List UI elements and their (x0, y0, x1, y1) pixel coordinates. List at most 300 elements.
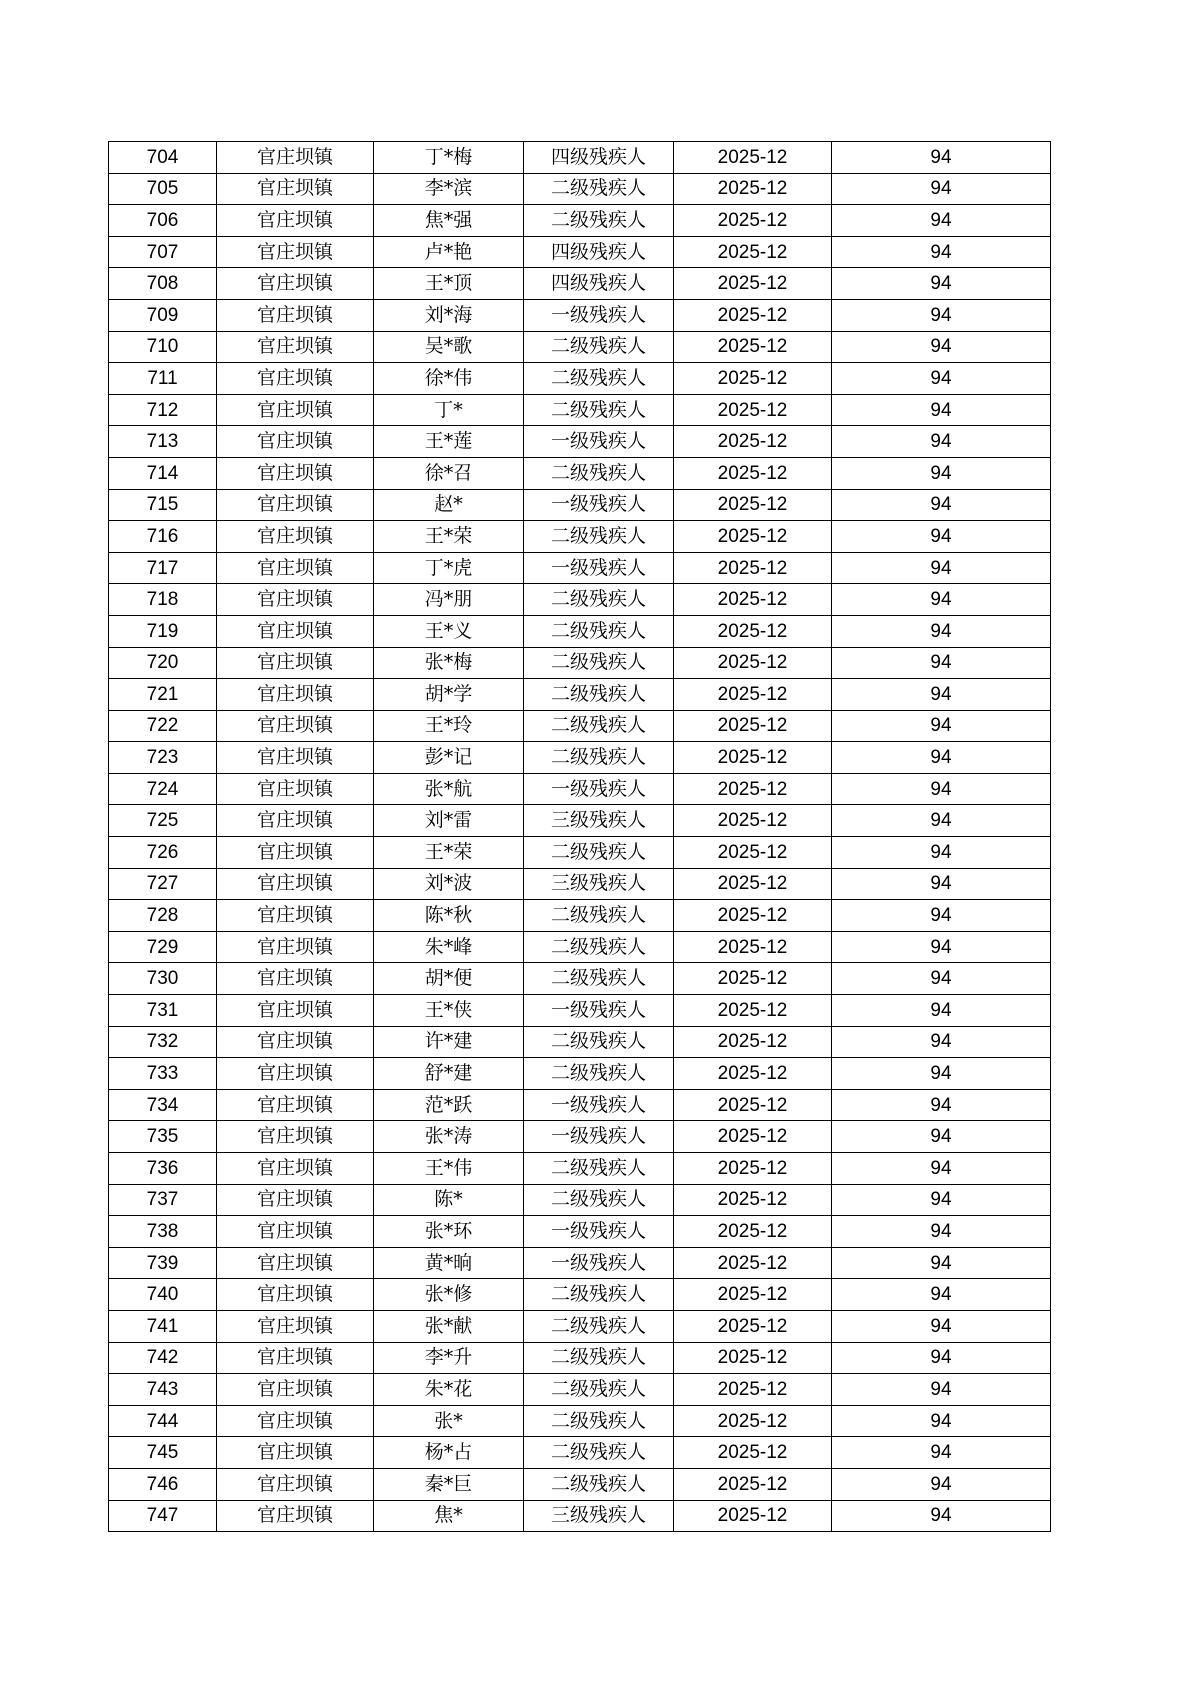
table-row (109, 1468, 1051, 1500)
table-row (109, 868, 1051, 900)
town-cell: 官庄坝镇 (217, 1247, 374, 1279)
amount-cell: 94 (832, 489, 1051, 521)
period-cell: 2025-12 (674, 900, 832, 932)
town-cell: 官庄坝镇 (217, 995, 374, 1027)
disability-level-cell: 二级残疾人 (524, 963, 674, 995)
period-cell: 2025-12 (674, 489, 832, 521)
row-number-cell: 733 (109, 1058, 217, 1090)
name-cell: 王*玲 (374, 710, 524, 742)
town-cell: 官庄坝镇 (217, 900, 374, 932)
town-cell: 官庄坝镇 (217, 1342, 374, 1374)
table-row (109, 615, 1051, 647)
disability-level-cell: 二级残疾人 (524, 457, 674, 489)
table-row (109, 205, 1051, 237)
disability-level-cell: 二级残疾人 (524, 363, 674, 395)
period-cell: 2025-12 (674, 457, 832, 489)
period-cell: 2025-12 (674, 1500, 832, 1532)
disability-level-cell: 二级残疾人 (524, 173, 674, 205)
table-row (109, 299, 1051, 331)
amount-cell: 94 (832, 1437, 1051, 1469)
disability-level-cell: 一级残疾人 (524, 773, 674, 805)
disability-level-cell: 二级残疾人 (524, 394, 674, 426)
amount-cell: 94 (832, 1374, 1051, 1406)
town-cell: 官庄坝镇 (217, 1058, 374, 1090)
table-row (109, 773, 1051, 805)
town-cell: 官庄坝镇 (217, 205, 374, 237)
row-number-cell: 736 (109, 1153, 217, 1185)
amount-cell: 94 (832, 521, 1051, 553)
period-cell: 2025-12 (674, 837, 832, 869)
row-number-cell: 709 (109, 299, 217, 331)
row-number-cell: 712 (109, 394, 217, 426)
amount-cell: 94 (832, 1468, 1051, 1500)
row-number-cell: 724 (109, 773, 217, 805)
town-cell: 官庄坝镇 (217, 457, 374, 489)
amount-cell: 94 (832, 173, 1051, 205)
amount-cell: 94 (832, 331, 1051, 363)
amount-cell: 94 (832, 647, 1051, 679)
row-number-cell: 726 (109, 837, 217, 869)
row-number-cell: 729 (109, 931, 217, 963)
disability-level-cell: 一级残疾人 (524, 1089, 674, 1121)
row-number-cell: 746 (109, 1468, 217, 1500)
name-cell: 黄*晌 (374, 1247, 524, 1279)
subsidy-roster-table (108, 141, 1051, 1532)
amount-cell: 94 (832, 773, 1051, 805)
name-cell: 丁*虎 (374, 552, 524, 584)
period-cell: 2025-12 (674, 394, 832, 426)
amount-cell: 94 (832, 1500, 1051, 1532)
disability-level-cell: 二级残疾人 (524, 615, 674, 647)
table-row (109, 805, 1051, 837)
name-cell: 赵* (374, 489, 524, 521)
row-number-cell: 730 (109, 963, 217, 995)
name-cell: 张*修 (374, 1279, 524, 1311)
disability-level-cell: 三级残疾人 (524, 868, 674, 900)
amount-cell: 94 (832, 742, 1051, 774)
name-cell: 张* (374, 1405, 524, 1437)
amount-cell: 94 (832, 837, 1051, 869)
disability-level-cell: 二级残疾人 (524, 900, 674, 932)
period-cell: 2025-12 (674, 1310, 832, 1342)
table-row (109, 584, 1051, 616)
amount-cell: 94 (832, 679, 1051, 711)
amount-cell: 94 (832, 205, 1051, 237)
table-row (109, 1342, 1051, 1374)
name-cell: 朱*花 (374, 1374, 524, 1406)
amount-cell: 94 (832, 236, 1051, 268)
town-cell: 官庄坝镇 (217, 710, 374, 742)
name-cell: 冯*朋 (374, 584, 524, 616)
name-cell: 许*建 (374, 1026, 524, 1058)
name-cell: 丁* (374, 394, 524, 426)
row-number-cell: 747 (109, 1500, 217, 1532)
disability-level-cell: 四级残疾人 (524, 236, 674, 268)
disability-level-cell: 二级残疾人 (524, 1310, 674, 1342)
table-row (109, 1405, 1051, 1437)
town-cell: 官庄坝镇 (217, 742, 374, 774)
row-number-cell: 723 (109, 742, 217, 774)
period-cell: 2025-12 (674, 173, 832, 205)
name-cell: 陈*秋 (374, 900, 524, 932)
town-cell: 官庄坝镇 (217, 299, 374, 331)
row-number-cell: 741 (109, 1310, 217, 1342)
name-cell: 胡*学 (374, 679, 524, 711)
table-row (109, 331, 1051, 363)
town-cell: 官庄坝镇 (217, 679, 374, 711)
period-cell: 2025-12 (674, 584, 832, 616)
row-number-cell: 710 (109, 331, 217, 363)
disability-level-cell: 二级残疾人 (524, 679, 674, 711)
town-cell: 官庄坝镇 (217, 1468, 374, 1500)
disability-level-cell: 二级残疾人 (524, 205, 674, 237)
town-cell: 官庄坝镇 (217, 1500, 374, 1532)
table-row (109, 742, 1051, 774)
name-cell: 王*顶 (374, 268, 524, 300)
period-cell: 2025-12 (674, 773, 832, 805)
row-number-cell: 708 (109, 268, 217, 300)
amount-cell: 94 (832, 1058, 1051, 1090)
amount-cell: 94 (832, 363, 1051, 395)
name-cell: 丁*梅 (374, 142, 524, 174)
name-cell: 卢*艳 (374, 236, 524, 268)
town-cell: 官庄坝镇 (217, 1153, 374, 1185)
name-cell: 李*升 (374, 1342, 524, 1374)
disability-level-cell: 二级残疾人 (524, 331, 674, 363)
row-number-cell: 727 (109, 868, 217, 900)
amount-cell: 94 (832, 552, 1051, 584)
name-cell: 徐*召 (374, 457, 524, 489)
name-cell: 张*环 (374, 1216, 524, 1248)
row-number-cell: 722 (109, 710, 217, 742)
period-cell: 2025-12 (674, 142, 832, 174)
amount-cell: 94 (832, 931, 1051, 963)
disability-level-cell: 一级残疾人 (524, 299, 674, 331)
disability-level-cell: 一级残疾人 (524, 1247, 674, 1279)
table-row (109, 679, 1051, 711)
period-cell: 2025-12 (674, 299, 832, 331)
amount-cell: 94 (832, 1153, 1051, 1185)
name-cell: 张*涛 (374, 1121, 524, 1153)
period-cell: 2025-12 (674, 679, 832, 711)
row-number-cell: 735 (109, 1121, 217, 1153)
amount-cell: 94 (832, 710, 1051, 742)
amount-cell: 94 (832, 1279, 1051, 1311)
town-cell: 官庄坝镇 (217, 173, 374, 205)
period-cell: 2025-12 (674, 995, 832, 1027)
disability-level-cell: 一级残疾人 (524, 552, 674, 584)
amount-cell: 94 (832, 299, 1051, 331)
disability-level-cell: 三级残疾人 (524, 805, 674, 837)
table-row (109, 1279, 1051, 1311)
amount-cell: 94 (832, 995, 1051, 1027)
roster-body (109, 142, 1051, 1532)
table-row (109, 173, 1051, 205)
amount-cell: 94 (832, 1405, 1051, 1437)
table-row (109, 1184, 1051, 1216)
row-number-cell: 731 (109, 995, 217, 1027)
period-cell: 2025-12 (674, 1058, 832, 1090)
row-number-cell: 720 (109, 647, 217, 679)
period-cell: 2025-12 (674, 426, 832, 458)
name-cell: 张*航 (374, 773, 524, 805)
disability-level-cell: 二级残疾人 (524, 1405, 674, 1437)
town-cell: 官庄坝镇 (217, 1026, 374, 1058)
table-row (109, 1310, 1051, 1342)
table-row (109, 489, 1051, 521)
disability-level-cell: 二级残疾人 (524, 1342, 674, 1374)
period-cell: 2025-12 (674, 1374, 832, 1406)
row-number-cell: 744 (109, 1405, 217, 1437)
period-cell: 2025-12 (674, 236, 832, 268)
name-cell: 焦*强 (374, 205, 524, 237)
period-cell: 2025-12 (674, 1121, 832, 1153)
amount-cell: 94 (832, 1310, 1051, 1342)
disability-level-cell: 二级残疾人 (524, 1374, 674, 1406)
period-cell: 2025-12 (674, 331, 832, 363)
amount-cell: 94 (832, 868, 1051, 900)
town-cell: 官庄坝镇 (217, 236, 374, 268)
name-cell: 秦*巨 (374, 1468, 524, 1500)
name-cell: 胡*便 (374, 963, 524, 995)
amount-cell: 94 (832, 900, 1051, 932)
row-number-cell: 743 (109, 1374, 217, 1406)
disability-level-cell: 四级残疾人 (524, 268, 674, 300)
period-cell: 2025-12 (674, 1216, 832, 1248)
row-number-cell: 718 (109, 584, 217, 616)
town-cell: 官庄坝镇 (217, 584, 374, 616)
disability-level-cell: 二级残疾人 (524, 1468, 674, 1500)
table-row (109, 995, 1051, 1027)
row-number-cell: 721 (109, 679, 217, 711)
amount-cell: 94 (832, 268, 1051, 300)
name-cell: 杨*占 (374, 1437, 524, 1469)
row-number-cell: 745 (109, 1437, 217, 1469)
amount-cell: 94 (832, 1216, 1051, 1248)
table-row (109, 647, 1051, 679)
name-cell: 李*滨 (374, 173, 524, 205)
disability-level-cell: 二级残疾人 (524, 1437, 674, 1469)
period-cell: 2025-12 (674, 1468, 832, 1500)
town-cell: 官庄坝镇 (217, 1374, 374, 1406)
name-cell: 舒*建 (374, 1058, 524, 1090)
name-cell: 张*梅 (374, 647, 524, 679)
disability-level-cell: 二级残疾人 (524, 837, 674, 869)
period-cell: 2025-12 (674, 521, 832, 553)
amount-cell: 94 (832, 1026, 1051, 1058)
disability-level-cell: 一级残疾人 (524, 1216, 674, 1248)
disability-level-cell: 二级残疾人 (524, 1184, 674, 1216)
name-cell: 刘*雷 (374, 805, 524, 837)
row-number-cell: 715 (109, 489, 217, 521)
town-cell: 官庄坝镇 (217, 1089, 374, 1121)
town-cell: 官庄坝镇 (217, 1121, 374, 1153)
table-row (109, 900, 1051, 932)
name-cell: 陈* (374, 1184, 524, 1216)
table-row (109, 931, 1051, 963)
town-cell: 官庄坝镇 (217, 142, 374, 174)
name-cell: 王*荣 (374, 521, 524, 553)
town-cell: 官庄坝镇 (217, 1310, 374, 1342)
name-cell: 吴*歌 (374, 331, 524, 363)
amount-cell: 94 (832, 1184, 1051, 1216)
town-cell: 官庄坝镇 (217, 363, 374, 395)
period-cell: 2025-12 (674, 205, 832, 237)
period-cell: 2025-12 (674, 1405, 832, 1437)
disability-level-cell: 一级残疾人 (524, 489, 674, 521)
period-cell: 2025-12 (674, 615, 832, 647)
amount-cell: 94 (832, 1342, 1051, 1374)
disability-level-cell: 二级残疾人 (524, 1026, 674, 1058)
table-row (109, 1216, 1051, 1248)
town-cell: 官庄坝镇 (217, 963, 374, 995)
period-cell: 2025-12 (674, 963, 832, 995)
town-cell: 官庄坝镇 (217, 931, 374, 963)
row-number-cell: 728 (109, 900, 217, 932)
disability-level-cell: 一级残疾人 (524, 995, 674, 1027)
period-cell: 2025-12 (674, 1026, 832, 1058)
town-cell: 官庄坝镇 (217, 1184, 374, 1216)
table-row (109, 1058, 1051, 1090)
amount-cell: 94 (832, 584, 1051, 616)
town-cell: 官庄坝镇 (217, 426, 374, 458)
row-number-cell: 717 (109, 552, 217, 584)
row-number-cell: 738 (109, 1216, 217, 1248)
town-cell: 官庄坝镇 (217, 394, 374, 426)
name-cell: 王*莲 (374, 426, 524, 458)
table-row (109, 268, 1051, 300)
disability-level-cell: 二级残疾人 (524, 742, 674, 774)
row-number-cell: 737 (109, 1184, 217, 1216)
row-number-cell: 716 (109, 521, 217, 553)
town-cell: 官庄坝镇 (217, 489, 374, 521)
table-row (109, 457, 1051, 489)
table-row (109, 1247, 1051, 1279)
disability-level-cell: 二级残疾人 (524, 584, 674, 616)
table-row (109, 521, 1051, 553)
disability-level-cell: 四级残疾人 (524, 142, 674, 174)
name-cell: 彭*记 (374, 742, 524, 774)
table-row (109, 1437, 1051, 1469)
table-row (109, 363, 1051, 395)
town-cell: 官庄坝镇 (217, 268, 374, 300)
disability-level-cell: 二级残疾人 (524, 1058, 674, 1090)
town-cell: 官庄坝镇 (217, 773, 374, 805)
table-row (109, 142, 1051, 174)
name-cell: 张*献 (374, 1310, 524, 1342)
row-number-cell: 725 (109, 805, 217, 837)
town-cell: 官庄坝镇 (217, 1405, 374, 1437)
period-cell: 2025-12 (674, 1089, 832, 1121)
row-number-cell: 707 (109, 236, 217, 268)
name-cell: 王*伟 (374, 1153, 524, 1185)
amount-cell: 94 (832, 426, 1051, 458)
name-cell: 刘*海 (374, 299, 524, 331)
table-row (109, 236, 1051, 268)
period-cell: 2025-12 (674, 1279, 832, 1311)
row-number-cell: 719 (109, 615, 217, 647)
disability-level-cell: 一级残疾人 (524, 1121, 674, 1153)
town-cell: 官庄坝镇 (217, 1216, 374, 1248)
disability-level-cell: 一级残疾人 (524, 426, 674, 458)
name-cell: 王*荣 (374, 837, 524, 869)
period-cell: 2025-12 (674, 1247, 832, 1279)
name-cell: 焦* (374, 1500, 524, 1532)
table-row (109, 1089, 1051, 1121)
row-number-cell: 713 (109, 426, 217, 458)
table-row (109, 1374, 1051, 1406)
name-cell: 王*义 (374, 615, 524, 647)
town-cell: 官庄坝镇 (217, 552, 374, 584)
table-row (109, 1500, 1051, 1532)
table-row (109, 837, 1051, 869)
table-row (109, 394, 1051, 426)
town-cell: 官庄坝镇 (217, 805, 374, 837)
town-cell: 官庄坝镇 (217, 1437, 374, 1469)
period-cell: 2025-12 (674, 1342, 832, 1374)
name-cell: 刘*波 (374, 868, 524, 900)
amount-cell: 94 (832, 457, 1051, 489)
period-cell: 2025-12 (674, 1184, 832, 1216)
amount-cell: 94 (832, 1247, 1051, 1279)
disability-level-cell: 三级残疾人 (524, 1500, 674, 1532)
town-cell: 官庄坝镇 (217, 331, 374, 363)
period-cell: 2025-12 (674, 1437, 832, 1469)
row-number-cell: 742 (109, 1342, 217, 1374)
row-number-cell: 705 (109, 173, 217, 205)
town-cell: 官庄坝镇 (217, 521, 374, 553)
table-row (109, 710, 1051, 742)
town-cell: 官庄坝镇 (217, 1279, 374, 1311)
disability-level-cell: 二级残疾人 (524, 647, 674, 679)
row-number-cell: 739 (109, 1247, 217, 1279)
amount-cell: 94 (832, 963, 1051, 995)
period-cell: 2025-12 (674, 552, 832, 584)
disability-level-cell: 二级残疾人 (524, 931, 674, 963)
table-row (109, 1153, 1051, 1185)
town-cell: 官庄坝镇 (217, 868, 374, 900)
period-cell: 2025-12 (674, 805, 832, 837)
name-cell: 朱*峰 (374, 931, 524, 963)
amount-cell: 94 (832, 1089, 1051, 1121)
period-cell: 2025-12 (674, 268, 832, 300)
disability-level-cell: 二级残疾人 (524, 521, 674, 553)
amount-cell: 94 (832, 394, 1051, 426)
table-row (109, 426, 1051, 458)
amount-cell: 94 (832, 805, 1051, 837)
table-row (109, 963, 1051, 995)
row-number-cell: 706 (109, 205, 217, 237)
town-cell: 官庄坝镇 (217, 647, 374, 679)
period-cell: 2025-12 (674, 647, 832, 679)
period-cell: 2025-12 (674, 931, 832, 963)
name-cell: 王*侠 (374, 995, 524, 1027)
town-cell: 官庄坝镇 (217, 615, 374, 647)
amount-cell: 94 (832, 615, 1051, 647)
name-cell: 徐*伟 (374, 363, 524, 395)
row-number-cell: 711 (109, 363, 217, 395)
period-cell: 2025-12 (674, 363, 832, 395)
table-row (109, 1121, 1051, 1153)
amount-cell: 94 (832, 142, 1051, 174)
row-number-cell: 734 (109, 1089, 217, 1121)
period-cell: 2025-12 (674, 742, 832, 774)
row-number-cell: 704 (109, 142, 217, 174)
name-cell: 范*跃 (374, 1089, 524, 1121)
disability-level-cell: 二级残疾人 (524, 1279, 674, 1311)
row-number-cell: 714 (109, 457, 217, 489)
town-cell: 官庄坝镇 (217, 837, 374, 869)
